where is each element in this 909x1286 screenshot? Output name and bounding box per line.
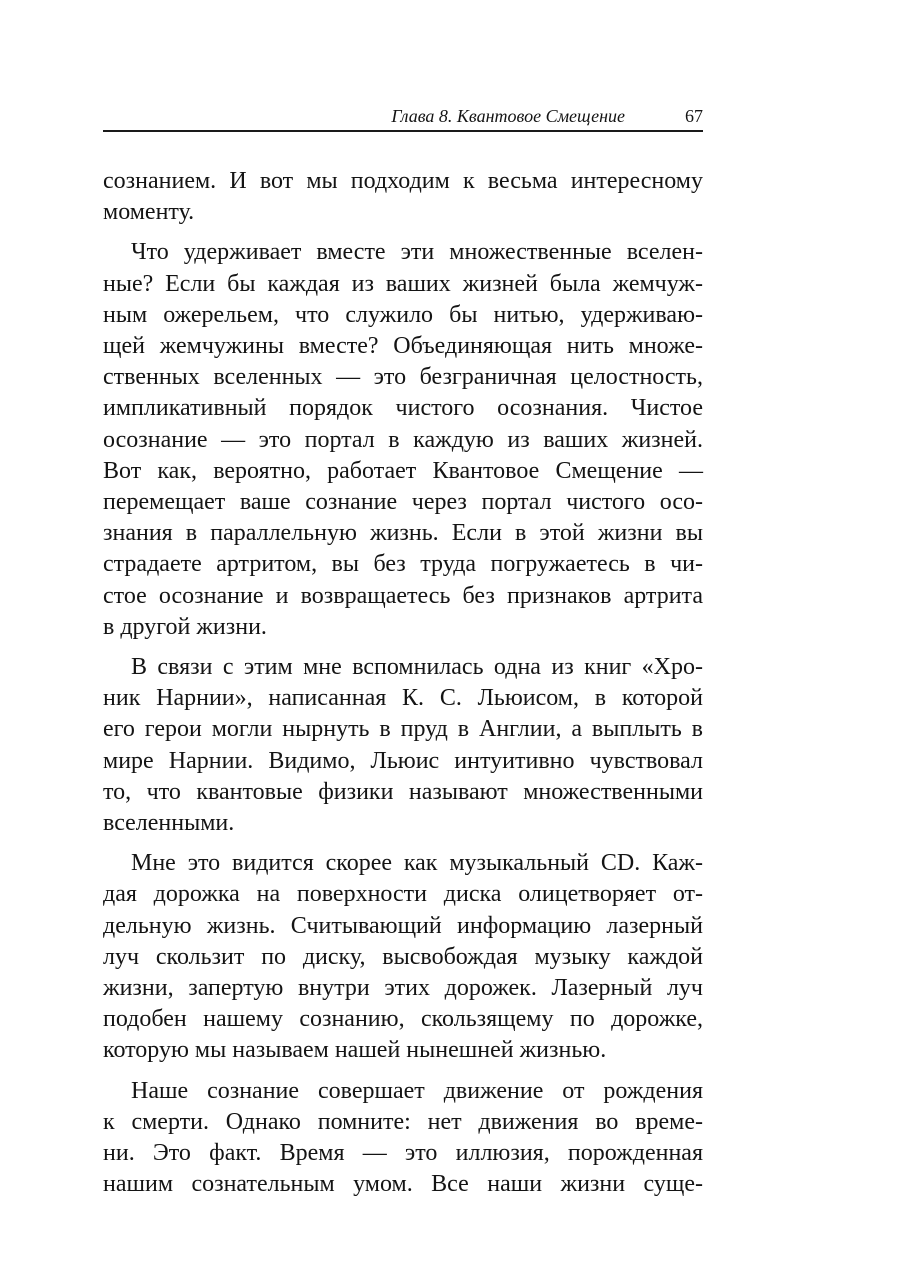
text-line: дая дорожка на поверхности диска олицетворяет от- <box>103 881 703 908</box>
chapter-title: Глава 8. Квантовое Смещение <box>391 106 625 126</box>
text-line: щей жемчужины вместе? Объединяющая нить множе- <box>103 333 703 360</box>
text-line: мире Нарнии. Видимо, Льюис интуитивно чувствовал <box>103 747 703 774</box>
paragraph <box>103 237 703 643</box>
text-line: к смерти. Однако помните: нет движения во време- <box>103 1108 703 1135</box>
text-line: подобен нашему сознанию, скользящему по дорожке, <box>103 1006 703 1033</box>
page-number: 67 <box>685 106 703 126</box>
text-line: ни. Это факт. Время — это иллюзия, порожденная <box>103 1140 703 1167</box>
text-line: Вот как, вероятно, работает Квантовое Смещение — <box>103 457 703 484</box>
text-line: нашим сознательным умом. Все наши жизни суще- <box>103 1171 703 1198</box>
paragraph <box>103 1076 703 1201</box>
text-line: сознанием. И вот мы подходим к весьма интересному <box>103 168 703 194</box>
running-header <box>103 100 703 132</box>
text-line: в другой жизни. <box>103 613 267 640</box>
text-line: страдаете артритом, вы без труда погружаетесь в чи- <box>103 551 703 578</box>
text-line: Что удерживает вместе эти множественные вселен- <box>131 239 703 266</box>
text-line: стое осознание и возвращаетесь без признаков артрита <box>103 582 703 609</box>
text-line: Мне это видится скорее как музыкальный CD. Каж- <box>131 850 703 877</box>
text-line: ным ожерельем, что служило бы нитью, удерживаю- <box>103 301 703 328</box>
text-line: В связи с этим мне вспомнилась одна из книг «Хро- <box>131 654 703 681</box>
text-line: ные? Если бы каждая из ваших жизней была жемчуж- <box>103 270 703 297</box>
text-line: дельную жизнь. Считывающий информацию лазерный <box>103 912 703 939</box>
text-line: Наше сознание совершает движение от рождения <box>131 1077 703 1104</box>
text-line: которую мы называем нашей нынешней жизнью. <box>103 1037 607 1064</box>
text-line: его герои могли нырнуть в пруд в Англии, а выплыть в <box>103 716 703 743</box>
text-line: вселенными. <box>103 810 235 837</box>
text-line: то, что квантовые физики называют множественными <box>103 778 703 805</box>
body-text <box>103 166 703 1210</box>
paragraph <box>103 652 703 839</box>
text-line: жизни, запертую внутри этих дорожек. Лазерный луч <box>103 975 703 1002</box>
text-line: импликативный порядок чистого осознания. Чистое <box>103 395 703 422</box>
text-line: знания в параллельную жизнь. Если в этой жизни вы <box>103 520 703 547</box>
text-line: перемещает ваше сознание через портал чистого осо- <box>103 489 703 516</box>
text-line: осознание — это портал в каждую из ваших жизней. <box>103 426 703 453</box>
text-line: луч скользит по диску, высвобождая музыку каждой <box>103 943 703 970</box>
paragraph <box>103 166 703 228</box>
text-line: ник Нарнии», написанная К. С. Льюисом, в которой <box>103 685 703 712</box>
text-line: моменту. <box>103 199 195 226</box>
paragraph <box>103 848 703 1066</box>
text-line: ственных вселенных — это безграничная целостность, <box>103 364 703 391</box>
